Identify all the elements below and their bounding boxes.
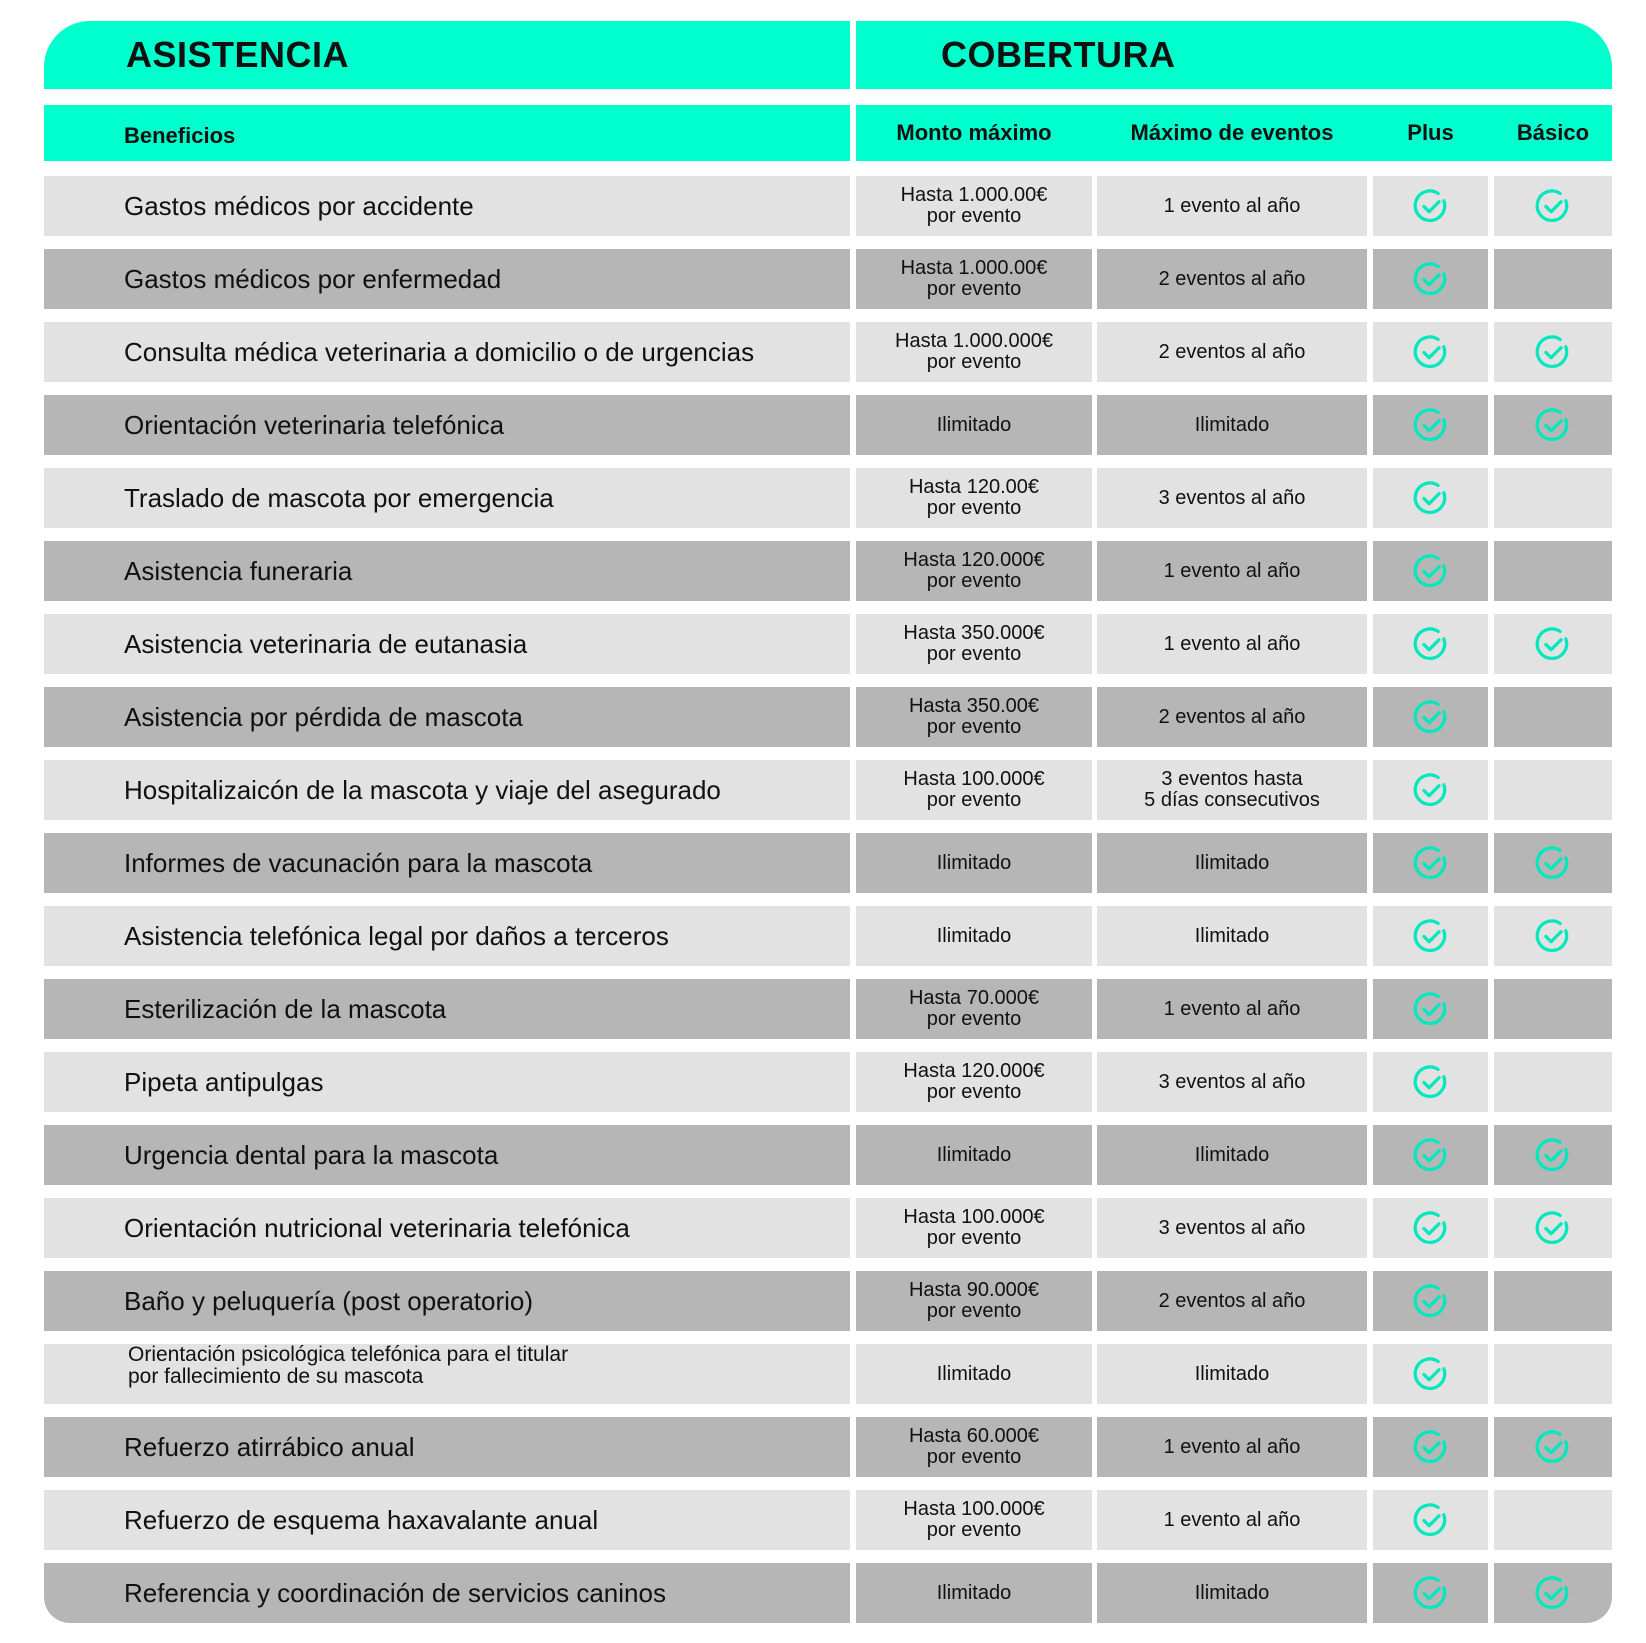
monto-value-line2: por evento bbox=[926, 1008, 1022, 1030]
check-circle-icon bbox=[1412, 625, 1450, 663]
col-header-basico: Básico bbox=[1516, 120, 1590, 145]
eventos-value: 3 eventos al año bbox=[1158, 1070, 1306, 1093]
asistencia-title: ASISTENCIA bbox=[126, 34, 350, 75]
eventos-cell bbox=[1097, 1490, 1367, 1550]
benefit-cell bbox=[44, 1563, 850, 1623]
monto-value: Hasta 100.000€ bbox=[903, 1206, 1045, 1228]
plus-cell bbox=[1373, 1417, 1488, 1477]
monto-value-line2: por evento bbox=[926, 351, 1022, 373]
check-circle-icon bbox=[1412, 260, 1450, 298]
eventos-value: Ilimitado bbox=[1194, 1581, 1270, 1604]
monto-value: Hasta 120.00€ bbox=[908, 476, 1040, 498]
eventos-cell bbox=[1097, 687, 1367, 747]
benefit-label: Gastos médicos por enfermedad bbox=[124, 263, 502, 294]
basico-cell bbox=[1494, 176, 1612, 236]
benefit-cell bbox=[44, 541, 850, 601]
eventos-value: Ilimitado bbox=[1194, 1143, 1270, 1166]
plus-cell bbox=[1373, 468, 1488, 528]
plus-cell bbox=[1373, 979, 1488, 1039]
plus-cell bbox=[1373, 1563, 1488, 1623]
monto-cell bbox=[856, 1052, 1092, 1112]
monto-cell bbox=[856, 541, 1092, 601]
eventos-cell bbox=[1097, 1125, 1367, 1185]
basico-cell bbox=[1494, 1490, 1612, 1550]
benefit-cell bbox=[44, 1125, 850, 1185]
plus-cell bbox=[1373, 249, 1488, 309]
check-circle-icon bbox=[1534, 406, 1572, 444]
monto-cell bbox=[856, 687, 1092, 747]
eventos-value-line2: 5 días consecutivos bbox=[1144, 789, 1320, 811]
check-circle-icon bbox=[1534, 1209, 1572, 1247]
plus-cell bbox=[1373, 395, 1488, 455]
monto-value: Hasta 120.000€ bbox=[903, 1060, 1045, 1082]
check-circle-icon bbox=[1412, 479, 1450, 517]
benefit-label-line1: Orientación psicológica telefónica para el titular bbox=[128, 1343, 569, 1366]
monto-value: Hasta 120.000€ bbox=[903, 549, 1045, 571]
monto-cell bbox=[856, 322, 1092, 382]
monto-value-line2: por evento bbox=[926, 205, 1022, 227]
plus-cell bbox=[1373, 833, 1488, 893]
benefit-cell bbox=[44, 1052, 850, 1112]
monto-value: Ilimitado bbox=[936, 1581, 1012, 1604]
plus-cell bbox=[1373, 614, 1488, 674]
check-circle-icon bbox=[1412, 1428, 1450, 1466]
benefit-label: Asistencia telefónica legal por daños a terceros bbox=[124, 920, 669, 951]
benefit-label: Refuerzo de esquema haxavalante anual bbox=[124, 1504, 599, 1535]
monto-value-line2: por evento bbox=[926, 1519, 1022, 1541]
monto-cell bbox=[856, 1125, 1092, 1185]
eventos-cell bbox=[1097, 979, 1367, 1039]
plus-cell bbox=[1373, 1490, 1488, 1550]
plus-cell bbox=[1373, 322, 1488, 382]
eventos-cell bbox=[1097, 614, 1367, 674]
monto-cell bbox=[856, 979, 1092, 1039]
monto-value-line2: por evento bbox=[926, 1227, 1022, 1249]
eventos-value: 2 eventos al año bbox=[1158, 267, 1306, 290]
monto-value: Hasta 350.000€ bbox=[903, 622, 1045, 644]
benefit-label: Pipeta antipulgas bbox=[124, 1066, 324, 1097]
check-circle-icon bbox=[1412, 1209, 1450, 1247]
benefit-label: Urgencia dental para la mascota bbox=[124, 1139, 499, 1170]
check-circle-icon bbox=[1534, 1136, 1572, 1174]
plus-cell bbox=[1373, 1271, 1488, 1331]
monto-cell bbox=[856, 614, 1092, 674]
benefit-cell bbox=[44, 833, 850, 893]
cobertura-header bbox=[856, 21, 1612, 89]
benefit-label: Referencia y coordinación de servicios caninos bbox=[124, 1577, 666, 1608]
check-circle-icon bbox=[1412, 1355, 1450, 1393]
monto-value: Hasta 100.000€ bbox=[903, 1498, 1045, 1520]
check-circle-icon bbox=[1412, 187, 1450, 225]
monto-cell bbox=[856, 395, 1092, 455]
basico-cell bbox=[1494, 1417, 1612, 1477]
monto-value: Ilimitado bbox=[936, 413, 1012, 436]
benefit-cell bbox=[44, 906, 850, 966]
plus-cell bbox=[1373, 1125, 1488, 1185]
monto-cell bbox=[856, 176, 1092, 236]
check-circle-icon bbox=[1412, 698, 1450, 736]
monto-value-line2: por evento bbox=[926, 1081, 1022, 1103]
eventos-value: 1 evento al año bbox=[1163, 194, 1301, 217]
monto-cell bbox=[856, 760, 1092, 820]
benefit-label: Informes de vacunación para la mascota bbox=[124, 847, 593, 878]
monto-value: Ilimitado bbox=[936, 1143, 1012, 1166]
eventos-cell bbox=[1097, 395, 1367, 455]
monto-value-line2: por evento bbox=[926, 278, 1022, 300]
eventos-value: 1 evento al año bbox=[1163, 632, 1301, 655]
eventos-cell bbox=[1097, 906, 1367, 966]
eventos-value: 1 evento al año bbox=[1163, 997, 1301, 1020]
check-circle-icon bbox=[1534, 917, 1572, 955]
check-circle-icon bbox=[1412, 406, 1450, 444]
plus-cell bbox=[1373, 1052, 1488, 1112]
monto-value: Ilimitado bbox=[936, 851, 1012, 874]
eventos-value: 2 eventos al año bbox=[1158, 705, 1306, 728]
monto-value-line2: por evento bbox=[926, 789, 1022, 811]
monto-value: Hasta 1.000.00€ bbox=[900, 184, 1048, 206]
monto-value-line2: por evento bbox=[926, 497, 1022, 519]
col-header-beneficios: Beneficios bbox=[44, 105, 850, 161]
basico-cell bbox=[1494, 760, 1612, 820]
basico-cell bbox=[1494, 322, 1612, 382]
check-circle-icon bbox=[1412, 333, 1450, 371]
eventos-value: Ilimitado bbox=[1194, 924, 1270, 947]
eventos-cell bbox=[1097, 468, 1367, 528]
basico-cell bbox=[1494, 979, 1612, 1039]
benefit-label: Orientación veterinaria telefónica bbox=[124, 409, 505, 440]
eventos-cell bbox=[1097, 249, 1367, 309]
benefit-cell bbox=[44, 1417, 850, 1477]
benefit-cell bbox=[44, 395, 850, 455]
check-circle-icon bbox=[1412, 1574, 1450, 1612]
eventos-value: 3 eventos al año bbox=[1158, 486, 1306, 509]
plus-cell bbox=[1373, 1198, 1488, 1258]
check-circle-icon bbox=[1412, 552, 1450, 590]
plus-cell bbox=[1373, 541, 1488, 601]
plus-cell bbox=[1373, 760, 1488, 820]
monto-value: Hasta 350.00€ bbox=[908, 695, 1040, 717]
basico-cell bbox=[1494, 395, 1612, 455]
basico-cell bbox=[1494, 614, 1612, 674]
benefit-label-line2: por fallecimiento de su mascota bbox=[128, 1365, 424, 1388]
asistencia-header bbox=[44, 21, 850, 89]
benefit-label: Esterilización de la mascota bbox=[124, 993, 447, 1024]
monto-cell bbox=[856, 1563, 1092, 1623]
basico-cell bbox=[1494, 1198, 1612, 1258]
benefit-label: Asistencia funeraria bbox=[124, 555, 353, 586]
eventos-value: Ilimitado bbox=[1194, 413, 1270, 436]
benefit-cell bbox=[44, 322, 850, 382]
monto-cell bbox=[856, 1344, 1092, 1404]
monto-cell bbox=[856, 1490, 1092, 1550]
check-circle-icon bbox=[1412, 990, 1450, 1028]
benefit-cell bbox=[44, 1271, 850, 1331]
eventos-cell bbox=[1097, 760, 1367, 820]
eventos-value: 2 eventos al año bbox=[1158, 1289, 1306, 1312]
monto-cell bbox=[856, 906, 1092, 966]
benefit-cell bbox=[44, 249, 850, 309]
check-circle-icon bbox=[1412, 771, 1450, 809]
check-circle-icon bbox=[1534, 187, 1572, 225]
monto-cell bbox=[856, 249, 1092, 309]
benefit-cell bbox=[44, 1344, 850, 1404]
benefit-label: Asistencia por pérdida de mascota bbox=[124, 701, 523, 732]
basico-cell bbox=[1494, 249, 1612, 309]
basico-cell bbox=[1494, 1125, 1612, 1185]
check-circle-icon bbox=[1412, 917, 1450, 955]
eventos-cell bbox=[1097, 1417, 1367, 1477]
monto-value: Ilimitado bbox=[936, 924, 1012, 947]
eventos-value: 2 eventos al año bbox=[1158, 340, 1306, 363]
monto-value: Hasta 70.000€ bbox=[908, 987, 1040, 1009]
basico-cell bbox=[1494, 541, 1612, 601]
check-circle-icon bbox=[1534, 844, 1572, 882]
benefit-cell bbox=[44, 687, 850, 747]
basico-cell bbox=[1494, 906, 1612, 966]
benefit-label: Refuerzo atirrábico anual bbox=[124, 1431, 415, 1462]
monto-value-line2: por evento bbox=[926, 716, 1022, 738]
monto-cell bbox=[856, 833, 1092, 893]
benefit-cell bbox=[44, 468, 850, 528]
benefit-cell bbox=[44, 979, 850, 1039]
eventos-value: 1 evento al año bbox=[1163, 1508, 1301, 1531]
col-header-eventos: Máximo de eventos bbox=[1130, 120, 1334, 145]
eventos-value: 1 evento al año bbox=[1163, 1435, 1301, 1458]
eventos-cell bbox=[1097, 1198, 1367, 1258]
check-circle-icon bbox=[1534, 1428, 1572, 1466]
eventos-cell bbox=[1097, 322, 1367, 382]
plus-cell bbox=[1373, 906, 1488, 966]
basico-cell bbox=[1494, 687, 1612, 747]
monto-value-line2: por evento bbox=[926, 1300, 1022, 1322]
check-circle-icon bbox=[1534, 1574, 1572, 1612]
eventos-cell bbox=[1097, 1344, 1367, 1404]
basico-cell bbox=[1494, 1271, 1612, 1331]
monto-cell bbox=[856, 1417, 1092, 1477]
basico-cell bbox=[1494, 1344, 1612, 1404]
check-circle-icon bbox=[1534, 333, 1572, 371]
benefit-cell bbox=[44, 760, 850, 820]
basico-cell bbox=[1494, 1563, 1612, 1623]
cobertura-title: COBERTURA bbox=[941, 34, 1176, 75]
monto-value: Hasta 1.000.00€ bbox=[900, 257, 1048, 279]
monto-value-line2: por evento bbox=[926, 643, 1022, 665]
plus-cell bbox=[1373, 1344, 1488, 1404]
check-circle-icon bbox=[1412, 1282, 1450, 1320]
plus-cell bbox=[1373, 176, 1488, 236]
monto-value: Hasta 90.000€ bbox=[908, 1279, 1040, 1301]
eventos-cell bbox=[1097, 541, 1367, 601]
monto-cell bbox=[856, 1198, 1092, 1258]
benefit-cell bbox=[44, 1490, 850, 1550]
benefit-label: Consulta médica veterinaria a domicilio o de urgencias bbox=[124, 336, 755, 367]
monto-cell bbox=[856, 1271, 1092, 1331]
plus-cell bbox=[1373, 687, 1488, 747]
check-circle-icon bbox=[1412, 1136, 1450, 1174]
benefit-cell bbox=[44, 176, 850, 236]
benefit-cell bbox=[44, 1198, 850, 1258]
eventos-cell bbox=[1097, 833, 1367, 893]
eventos-value: 1 evento al año bbox=[1163, 559, 1301, 582]
monto-value: Hasta 100.000€ bbox=[903, 768, 1045, 790]
check-circle-icon bbox=[1412, 1501, 1450, 1539]
benefit-label: Orientación nutricional veterinaria telefónica bbox=[124, 1212, 630, 1243]
col-header-monto: Monto máximo bbox=[896, 120, 1052, 145]
benefit-label: Baño y peluquería (post operatorio) bbox=[124, 1285, 534, 1316]
check-circle-icon bbox=[1534, 625, 1572, 663]
col-header-plus: Plus bbox=[1407, 120, 1454, 145]
check-circle-icon bbox=[1412, 1063, 1450, 1101]
check-circle-icon bbox=[1412, 844, 1450, 882]
eventos-value: Ilimitado bbox=[1194, 851, 1270, 874]
benefit-label: Gastos médicos por accidente bbox=[124, 190, 474, 221]
basico-cell bbox=[1494, 468, 1612, 528]
benefit-label: Asistencia veterinaria de eutanasia bbox=[124, 628, 528, 659]
eventos-cell bbox=[1097, 176, 1367, 236]
basico-cell bbox=[1494, 1052, 1612, 1112]
benefit-cell bbox=[44, 614, 850, 674]
benefit-label: Hospitalizaicón de la mascota y viaje del asegurado bbox=[124, 774, 721, 805]
monto-value-line2: por evento bbox=[926, 570, 1022, 592]
monto-value: Ilimitado bbox=[936, 1362, 1012, 1385]
monto-value-line2: por evento bbox=[926, 1446, 1022, 1468]
eventos-value: Ilimitado bbox=[1194, 1362, 1270, 1385]
eventos-cell bbox=[1097, 1271, 1367, 1331]
basico-cell bbox=[1494, 833, 1612, 893]
monto-cell bbox=[856, 468, 1092, 528]
eventos-value: 3 eventos al año bbox=[1158, 1216, 1306, 1239]
monto-value: Hasta 1.000.000€ bbox=[895, 330, 1053, 352]
eventos-value: 3 eventos hasta bbox=[1161, 768, 1303, 790]
benefit-label: Traslado de mascota por emergencia bbox=[124, 482, 554, 513]
monto-value: Hasta 60.000€ bbox=[908, 1425, 1040, 1447]
eventos-cell bbox=[1097, 1563, 1367, 1623]
eventos-cell bbox=[1097, 1052, 1367, 1112]
